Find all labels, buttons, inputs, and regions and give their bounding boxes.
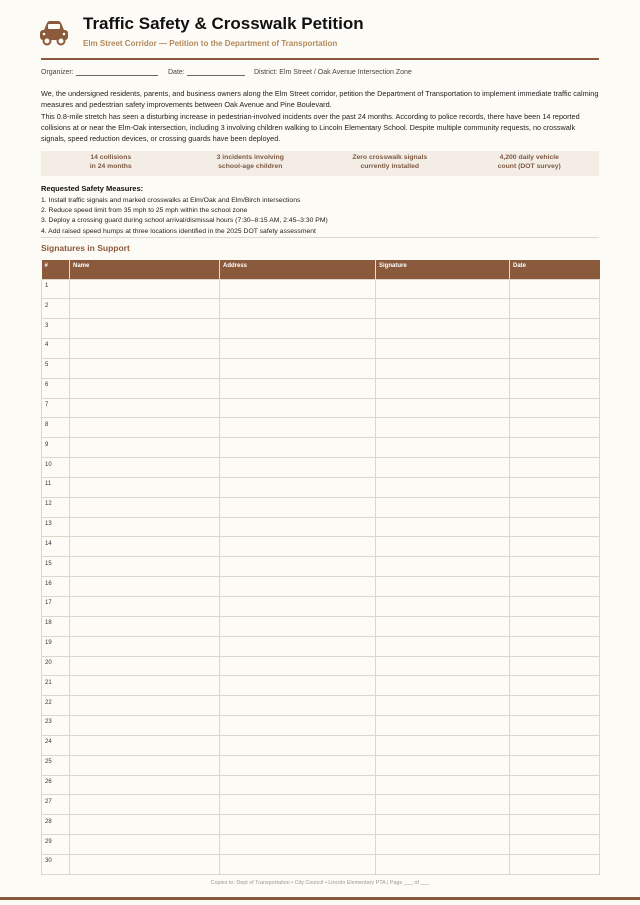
address-cell[interactable] <box>220 815 376 835</box>
row-number: 22 <box>42 696 70 716</box>
name-cell[interactable] <box>70 438 220 458</box>
row-number: 15 <box>42 557 70 577</box>
table-row <box>42 577 600 597</box>
name-cell[interactable] <box>70 517 220 537</box>
row-number: 7 <box>42 398 70 418</box>
signatures-table <box>41 260 600 875</box>
name-cell[interactable] <box>70 497 220 517</box>
stat-collisions: 14 collisions in 24 months <box>89 154 132 170</box>
table-row <box>42 636 600 656</box>
organizer-field[interactable] <box>41 69 158 76</box>
car-icon <box>38 16 70 48</box>
table-row <box>42 616 600 636</box>
stat-vehicle-count: 4,200 daily vehicle count (DOT survey) <box>497 154 561 170</box>
address-cell[interactable] <box>220 299 376 319</box>
table-row <box>42 458 600 478</box>
address-cell[interactable] <box>220 775 376 795</box>
date-cell[interactable] <box>510 854 600 874</box>
address-cell[interactable] <box>220 477 376 497</box>
date-cell[interactable] <box>510 795 600 815</box>
body-paragraph: We, the undersigned residents, parents, and business owners along the Elm Street corridor, petition the Department of Transportation to implement immediate traffic calming measures and pedestrian safety improvements between Oak Avenue and Pine Boulevard. <box>41 89 599 110</box>
table-row <box>42 339 600 359</box>
signature-cell[interactable] <box>376 577 510 597</box>
signature-cell[interactable] <box>376 735 510 755</box>
table-row <box>42 477 600 497</box>
signature-cell[interactable] <box>376 795 510 815</box>
address-cell[interactable] <box>220 537 376 557</box>
column-header-date: Date <box>510 260 600 279</box>
address-cell[interactable] <box>220 497 376 517</box>
address-cell[interactable] <box>220 438 376 458</box>
address-cell[interactable] <box>220 795 376 815</box>
row-number: 20 <box>42 656 70 676</box>
row-number: 12 <box>42 497 70 517</box>
name-cell[interactable] <box>70 378 220 398</box>
table-row <box>42 557 600 577</box>
date-line[interactable] <box>187 69 245 76</box>
header-divider <box>41 58 599 60</box>
row-number: 8 <box>42 418 70 438</box>
name-cell[interactable] <box>70 358 220 378</box>
name-cell[interactable] <box>70 656 220 676</box>
address-cell[interactable] <box>220 577 376 597</box>
signature-cell[interactable] <box>376 775 510 795</box>
row-number: 2 <box>42 299 70 319</box>
body-paragraph: This 0.8-mile stretch has seen a disturbing increase in pedestrian-involved incidents over the past 24 months. According to police records, there have been 14 reported collisions at or near the Elm-Oak intersection, including 3 involving children walking to Lincoln Elementary School. Despite multiple community requests, no crosswalk signals, speed reduction devices, or crossing guards have been deployed. <box>41 111 580 144</box>
column-header-address: Address <box>220 260 376 279</box>
signature-cell[interactable] <box>376 477 510 497</box>
signature-cell[interactable] <box>376 458 510 478</box>
measures-heading: Requested Safety Measures: <box>41 184 144 193</box>
signature-cell[interactable] <box>376 616 510 636</box>
signature-cell[interactable] <box>376 716 510 736</box>
signature-cell[interactable] <box>376 378 510 398</box>
table-row <box>42 795 600 815</box>
table-row <box>42 815 600 835</box>
address-cell[interactable] <box>220 676 376 696</box>
address-cell[interactable] <box>220 517 376 537</box>
signature-cell[interactable] <box>376 537 510 557</box>
name-cell[interactable] <box>70 537 220 557</box>
address-cell[interactable] <box>220 835 376 855</box>
row-number: 19 <box>42 636 70 656</box>
date-cell[interactable] <box>510 616 600 636</box>
name-cell[interactable] <box>70 398 220 418</box>
signature-cell[interactable] <box>376 339 510 359</box>
date-label: Date: <box>168 69 185 76</box>
date-cell[interactable] <box>510 716 600 736</box>
date-cell[interactable] <box>510 319 600 339</box>
row-number: 18 <box>42 616 70 636</box>
address-cell[interactable] <box>220 319 376 339</box>
signature-cell[interactable] <box>376 854 510 874</box>
name-cell[interactable] <box>70 795 220 815</box>
date-cell[interactable] <box>510 438 600 458</box>
date-cell[interactable] <box>510 775 600 795</box>
row-number: 16 <box>42 577 70 597</box>
signature-cell[interactable] <box>376 497 510 517</box>
table-row <box>42 418 600 438</box>
row-number: 10 <box>42 458 70 478</box>
table-row <box>42 854 600 874</box>
footer-text: Copies to: Dept of Transportation • City Council • Lincoln Elementary PTA | Page ___ of ___ <box>210 880 430 886</box>
footer-divider <box>0 897 640 900</box>
address-cell[interactable] <box>220 616 376 636</box>
signature-cell[interactable] <box>376 755 510 775</box>
row-number: 26 <box>42 775 70 795</box>
district-text: District: Elm Street / Oak Avenue Intersection Zone <box>254 69 412 76</box>
table-row <box>42 676 600 696</box>
date-field[interactable] <box>168 69 245 76</box>
signature-cell[interactable] <box>376 597 510 617</box>
date-cell[interactable] <box>510 597 600 617</box>
address-cell[interactable] <box>220 854 376 874</box>
table-row <box>42 497 600 517</box>
page-subtitle: Elm Street Corridor — Petition to the Department of Transportation <box>83 39 338 48</box>
address-cell[interactable] <box>220 398 376 418</box>
measure-item: 1. Install traffic signals and marked crosswalks at Elm/Oak and Elm/Birch intersections <box>41 197 301 204</box>
stats-bar <box>41 151 599 176</box>
address-cell[interactable] <box>220 755 376 775</box>
address-cell[interactable] <box>220 378 376 398</box>
signature-cell[interactable] <box>376 319 510 339</box>
row-number: 1 <box>42 279 70 299</box>
table-row <box>42 597 600 617</box>
date-cell[interactable] <box>510 378 600 398</box>
name-cell[interactable] <box>70 577 220 597</box>
date-cell[interactable] <box>510 398 600 418</box>
name-cell[interactable] <box>70 616 220 636</box>
date-cell[interactable] <box>510 299 600 319</box>
row-number: 14 <box>42 537 70 557</box>
table-header-row <box>42 260 600 279</box>
name-cell[interactable] <box>70 835 220 855</box>
table-row <box>42 716 600 736</box>
signature-cell[interactable] <box>376 299 510 319</box>
date-cell[interactable] <box>510 676 600 696</box>
row-number: 21 <box>42 676 70 696</box>
signatures-body <box>42 279 600 874</box>
address-cell[interactable] <box>220 458 376 478</box>
name-cell[interactable] <box>70 775 220 795</box>
name-cell[interactable] <box>70 755 220 775</box>
address-cell[interactable] <box>220 696 376 716</box>
address-cell[interactable] <box>220 557 376 577</box>
address-cell[interactable] <box>220 358 376 378</box>
petition-header <box>38 14 599 60</box>
measure-item: 2. Reduce speed limit from 35 mph to 25 mph within the school zone <box>41 207 248 215</box>
name-cell[interactable] <box>70 716 220 736</box>
signature-cell[interactable] <box>376 398 510 418</box>
date-cell[interactable] <box>510 358 600 378</box>
table-row <box>42 775 600 795</box>
name-cell[interactable] <box>70 696 220 716</box>
signatures-heading: Signatures in Support <box>41 243 130 253</box>
address-cell[interactable] <box>220 418 376 438</box>
petition-meta <box>41 69 599 79</box>
organizer-label: Organizer: <box>41 69 74 76</box>
row-number: 23 <box>42 716 70 736</box>
name-cell[interactable] <box>70 735 220 755</box>
row-number: 27 <box>42 795 70 815</box>
measure-item: 4. Add raised speed humps at three locations identified in the 2025 DOT safety assessment <box>41 227 316 235</box>
signature-cell[interactable] <box>376 815 510 835</box>
row-number: 11 <box>42 477 70 497</box>
name-cell[interactable] <box>70 279 220 299</box>
name-cell[interactable] <box>70 676 220 696</box>
address-cell[interactable] <box>220 339 376 359</box>
row-number: 28 <box>42 815 70 835</box>
signature-cell[interactable] <box>376 835 510 855</box>
name-cell[interactable] <box>70 636 220 656</box>
signature-cell[interactable] <box>376 636 510 656</box>
row-number: 30 <box>42 854 70 874</box>
table-row <box>42 279 600 299</box>
date-cell[interactable] <box>510 497 600 517</box>
address-cell[interactable] <box>220 656 376 676</box>
organizer-line[interactable] <box>76 69 158 76</box>
table-row <box>42 735 600 755</box>
name-cell[interactable] <box>70 477 220 497</box>
name-cell[interactable] <box>70 815 220 835</box>
name-cell[interactable] <box>70 854 220 874</box>
stat-child-incidents: 3 incidents involving school-age children <box>216 154 284 170</box>
signature-cell[interactable] <box>376 676 510 696</box>
signature-cell[interactable] <box>376 418 510 438</box>
row-number: 13 <box>42 517 70 537</box>
date-cell[interactable] <box>510 656 600 676</box>
row-number: 5 <box>42 358 70 378</box>
stat-crosswalk-signals: Zero crosswalk signals currently installed <box>352 154 428 170</box>
table-row <box>42 319 600 339</box>
date-cell[interactable] <box>510 279 600 299</box>
address-cell[interactable] <box>220 636 376 656</box>
date-cell[interactable] <box>510 537 600 557</box>
row-number: 25 <box>42 755 70 775</box>
table-row <box>42 378 600 398</box>
date-cell[interactable] <box>510 458 600 478</box>
row-number: 24 <box>42 735 70 755</box>
signature-cell[interactable] <box>376 656 510 676</box>
table-row <box>42 755 600 775</box>
measures-list <box>41 196 599 237</box>
date-cell[interactable] <box>510 477 600 497</box>
table-row <box>42 438 600 458</box>
date-cell[interactable] <box>510 815 600 835</box>
table-row <box>42 358 600 378</box>
date-cell[interactable] <box>510 696 600 716</box>
date-cell[interactable] <box>510 755 600 775</box>
signature-cell[interactable] <box>376 517 510 537</box>
signature-cell[interactable] <box>376 279 510 299</box>
row-number: 29 <box>42 835 70 855</box>
signature-cell[interactable] <box>376 358 510 378</box>
row-number: 6 <box>42 378 70 398</box>
table-row <box>42 299 600 319</box>
table-row <box>42 537 600 557</box>
petition-body <box>41 88 599 144</box>
measure-item: 3. Deploy a crossing guard during school arrival/dismissal hours (7:30–8:15 AM, 2:45–3:30 PM) <box>41 217 328 225</box>
table-row <box>42 696 600 716</box>
date-cell[interactable] <box>510 577 600 597</box>
date-cell[interactable] <box>510 339 600 359</box>
column-header-signature: Signature <box>376 260 510 279</box>
column-header-number: # <box>42 260 70 279</box>
page-title: Traffic Safety & Crosswalk Petition <box>83 14 364 33</box>
table-row <box>42 398 600 418</box>
signature-cell[interactable] <box>376 557 510 577</box>
row-number: 4 <box>42 339 70 359</box>
table-row <box>42 835 600 855</box>
name-cell[interactable] <box>70 299 220 319</box>
section-divider <box>41 237 599 238</box>
name-cell[interactable] <box>70 319 220 339</box>
row-number: 9 <box>42 438 70 458</box>
name-cell[interactable] <box>70 418 220 438</box>
date-cell[interactable] <box>510 517 600 537</box>
address-cell[interactable] <box>220 735 376 755</box>
table-row <box>42 517 600 537</box>
name-cell[interactable] <box>70 557 220 577</box>
date-cell[interactable] <box>510 835 600 855</box>
name-cell[interactable] <box>70 458 220 478</box>
name-cell[interactable] <box>70 597 220 617</box>
address-cell[interactable] <box>220 279 376 299</box>
table-row <box>42 656 600 676</box>
date-cell[interactable] <box>510 735 600 755</box>
row-number: 3 <box>42 319 70 339</box>
date-cell[interactable] <box>510 636 600 656</box>
row-number: 17 <box>42 597 70 617</box>
date-cell[interactable] <box>510 418 600 438</box>
address-cell[interactable] <box>220 597 376 617</box>
signature-cell[interactable] <box>376 438 510 458</box>
name-cell[interactable] <box>70 339 220 359</box>
date-cell[interactable] <box>510 557 600 577</box>
column-header-name: Name <box>70 260 220 279</box>
signature-cell[interactable] <box>376 696 510 716</box>
address-cell[interactable] <box>220 716 376 736</box>
